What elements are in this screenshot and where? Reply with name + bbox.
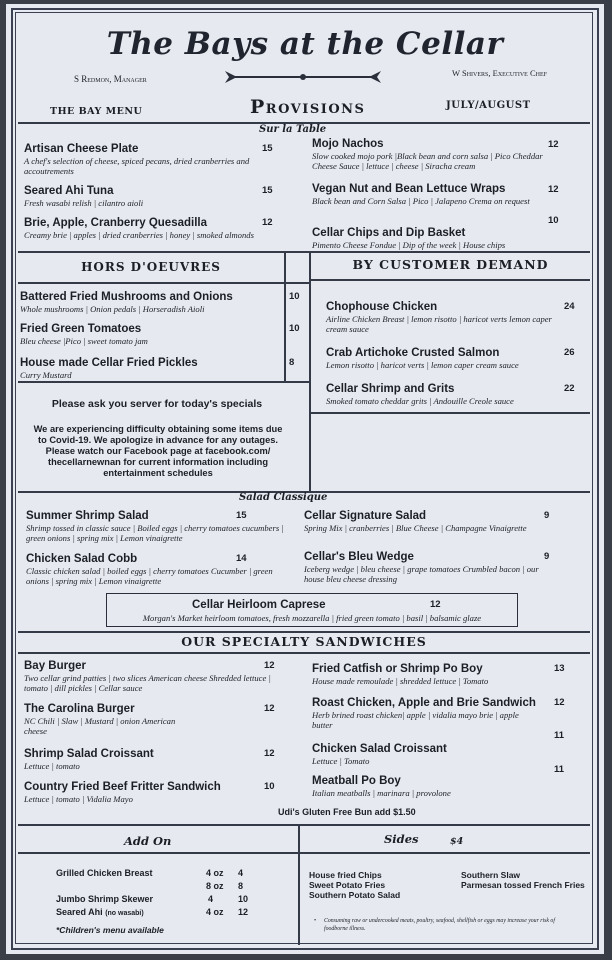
item-name: Shrimp Salad Croissant — [24, 748, 154, 760]
section-rule — [18, 652, 590, 654]
item-name: Vegan Nut and Bean Lettuce Wraps — [312, 183, 506, 195]
add-on-size: 8 oz — [206, 881, 224, 891]
item-price: 8 — [289, 357, 295, 368]
item-desc: Iceberg wedge | bleu cheese | grape tomatoes Crumbled bacon | our house bleu cheese dressing — [304, 564, 539, 584]
menu-item — [312, 742, 552, 766]
item-name: Cellar Chips and Dip Basket — [312, 227, 466, 239]
item-name: Crab Artichoke Crusted Salmon — [326, 347, 500, 359]
column-divider — [298, 824, 300, 945]
column-divider — [309, 251, 311, 491]
item-desc: Curry Mustard — [20, 370, 72, 380]
item-desc: Lettuce | tomato — [24, 761, 80, 771]
menu-item — [326, 300, 552, 334]
item-desc: Italian meatballs | marinara | provolone — [312, 788, 451, 798]
sides-heading: Sides — [384, 832, 419, 846]
menu-item — [312, 662, 562, 686]
ornament-divider-icon — [223, 70, 383, 89]
menu-item — [24, 702, 184, 736]
item-name: Artisan Cheese Plate — [24, 143, 139, 155]
price-column-rule — [284, 251, 286, 381]
menu-item — [24, 659, 294, 693]
restaurant-title: The Bays at the Cellar — [106, 26, 504, 62]
item-price: 12 — [262, 217, 273, 228]
item-name: Mojo Nachos — [312, 138, 384, 150]
side-item: Southern Slaw — [461, 870, 521, 880]
menu-item — [24, 747, 274, 771]
item-desc: Slow cooked mojo pork |Black bean and corn salsa | Pico Cheddar Cheese Sauce | lettuce | cheese | Siracha cream — [312, 151, 543, 171]
item-name: Chophouse Chicken — [326, 301, 438, 313]
add-on-name: Jumbo Shrimp Skewer — [56, 894, 154, 904]
menu-item — [24, 184, 282, 208]
item-price: 11 — [554, 764, 565, 775]
item-desc: Two cellar grind patties | two slices American cheese Shredded lettuce | tomato | dill pickles | Cellar sauce — [24, 673, 271, 693]
item-name: Fried Catfish or Shrimp Po Boy — [312, 663, 483, 675]
item-desc: Airline Chicken Breast | lemon risotto | haricot verts lemon caper cream sauce — [326, 314, 552, 334]
item-price: 9 — [544, 510, 550, 521]
item-name: Bay Burger — [24, 660, 86, 672]
item-price: 10 — [289, 323, 300, 334]
item-price: 12 — [548, 184, 559, 195]
item-name: Chicken Salad Cobb — [26, 553, 138, 565]
item-price: 12 — [264, 748, 275, 759]
add-on-name — [56, 907, 144, 917]
menu-item — [26, 509, 290, 543]
gluten-note: Udi's Gluten Free Bun add $1.50 — [278, 807, 416, 817]
menu-item — [312, 774, 552, 798]
add-on-price: 8 — [238, 881, 244, 891]
menu-item — [26, 552, 290, 586]
demand-heading: BY CUSTOMER DEMAND — [352, 257, 549, 272]
add-on-price: 4 — [238, 868, 244, 878]
add-on-name: Grilled Chicken Breast — [56, 868, 153, 878]
item-price: 12 — [264, 660, 275, 671]
side-item: House fried Chips — [309, 870, 382, 880]
item-desc: Lettuce | Tomato — [312, 756, 370, 766]
sides-price: $4 — [450, 836, 464, 847]
covid-notice: We are experiencing difficulty obtaining some items due to Covid-19. We apologize in advance for any outages. Please watch our Facebook page at facebook.com/ thecellarnewnan for current information including entertainment schedules — [33, 424, 283, 478]
item-name: Roast Chicken, Apple and Brie Sandwich — [312, 697, 536, 709]
menu-item — [326, 382, 558, 406]
item-desc: Fresh wasabi relish | cilantro aioli — [24, 198, 144, 208]
menu-item — [312, 137, 560, 171]
section-rule — [18, 381, 310, 383]
item-name: Fried Green Tomatoes — [20, 323, 142, 335]
item-name: House made Cellar Fried Pickles — [20, 357, 198, 369]
item-price: 26 — [564, 347, 575, 358]
item-desc: Classic chicken salad | boiled eggs | cherry tomatoes Cucumber | green onions | spring mix | Lemon vinaigrette — [26, 566, 273, 586]
add-on-item-note: (no wasabi) — [105, 910, 144, 917]
menu-item — [20, 322, 284, 346]
section-rule — [18, 282, 310, 284]
item-desc: House made remoulade | shredded lettuce | Tomato — [312, 676, 489, 686]
item-price: 15 — [262, 143, 273, 154]
hors-heading: HORS D'OEUVRES — [81, 260, 221, 274]
sandwiches-heading: OUR SPECIALTY SANDWICHES — [181, 634, 427, 649]
item-desc: Bleu cheese |Pico | sweet tomato jam — [20, 336, 148, 346]
menu-item — [312, 696, 536, 730]
item-price: 12 — [548, 139, 559, 150]
section-rule — [310, 279, 590, 281]
item-desc: Pimento Cheese Fondue | Dip of the week | House chips — [312, 240, 506, 250]
add-on-item-name: Seared Ahi — [56, 907, 103, 917]
item-desc: Morgan's Market heirloom tomatoes, fresh mozzarella | fried green tomato | basil | balsamic glaze — [142, 613, 482, 623]
childrens-menu-note: *Children's menu available — [56, 925, 164, 935]
side-item: Sweet Potato Fries — [309, 880, 386, 890]
item-price: 15 — [236, 510, 247, 521]
item-price: 10 — [264, 781, 275, 792]
add-on-price: 10 — [238, 894, 249, 904]
provisions-heading: Provisions — [250, 96, 366, 118]
item-desc: NC Chili | Slaw | Mustard | onion American cheese — [24, 716, 176, 736]
menu-item — [20, 290, 284, 314]
item-price: 14 — [236, 553, 247, 564]
menu-item — [24, 142, 282, 176]
item-name: The Carolina Burger — [24, 703, 135, 715]
section-rule — [310, 412, 590, 414]
add-on-size: 4 oz — [206, 907, 224, 917]
item-desc: Lemon risotto | haricot verts | lemon caper cream sauce — [326, 360, 519, 370]
section-rule — [18, 852, 590, 854]
bullet-icon: • — [314, 918, 317, 924]
menu-sheet — [6, 4, 604, 954]
item-desc: Shrimp tossed in classic sauce | Boiled eggs | cherry tomatoes cucumbers | green onions | spring mix | Lemon vinaigrette — [26, 523, 284, 543]
add-on-size: 4 oz — [206, 868, 224, 878]
menu-item — [24, 780, 274, 804]
item-desc: Smoked tomato cheddar grits | Andouille Creole sauce — [326, 396, 514, 406]
add-on-price: 12 — [238, 907, 249, 917]
item-desc: Lettuce | tomato | Vidalia Mayo — [24, 794, 133, 804]
item-name: Chicken Salad Croissant — [312, 743, 447, 755]
item-price: 10 — [548, 215, 559, 226]
item-price: 12 — [430, 599, 441, 610]
foodborne-warning: Consuming raw or undercooked meats, poultry, seafood, shellfish or eggs may increase your risk of foodborne illness. — [324, 918, 555, 932]
item-price: 12 — [264, 703, 275, 714]
item-name: Cellar Signature Salad — [304, 510, 427, 522]
salad-heading: Salad Classique — [239, 492, 328, 503]
item-desc: Spring Mix | cranberries | Blue Cheese | Champagne Vinaigrette — [304, 523, 527, 533]
season-label: JULY/AUGUST — [446, 100, 531, 111]
menu-item — [24, 216, 324, 240]
add-on-heading: Add On — [124, 834, 172, 848]
item-name: Summer Shrimp Salad — [26, 510, 149, 522]
item-name: Country Fried Beef Fritter Sandwich — [24, 781, 221, 793]
section-rule — [18, 251, 590, 253]
item-name: Cellar's Bleu Wedge — [304, 551, 414, 563]
item-price: 10 — [289, 291, 300, 302]
item-desc: Black bean and Corn Salsa | Pico | Jalapeno Crema on request — [312, 196, 530, 206]
menu-item — [312, 226, 562, 250]
item-price: 12 — [554, 697, 565, 708]
menu-item — [312, 182, 552, 206]
item-name: Cellar Heirloom Caprese — [192, 599, 326, 611]
manager-name: S Redmon, Manager — [74, 74, 147, 84]
side-item: Southern Potato Salad — [309, 890, 401, 900]
item-price: 24 — [564, 301, 575, 312]
item-name: Seared Ahi Tuna — [24, 185, 114, 197]
item-price: 22 — [564, 383, 575, 394]
item-desc: Creamy brie | apples | dried cranberries | honey | smoked almonds — [24, 230, 254, 240]
item-price: 13 — [554, 663, 565, 674]
item-price: 9 — [544, 551, 550, 562]
item-name: Battered Fried Mushrooms and Onions — [20, 291, 233, 303]
add-on-size: 4 — [208, 894, 214, 904]
chef-name: W Shivers, Executive Chef — [452, 68, 547, 78]
sur-la-table-heading: Sur la Table — [259, 124, 327, 135]
menu-item — [304, 550, 544, 584]
item-name: Meatball Po Boy — [312, 775, 401, 787]
item-price: 11 — [554, 730, 565, 741]
specials-notice: Please ask you server for today's specials — [51, 398, 263, 410]
item-name: Brie, Apple, Cranberry Quesadilla — [24, 217, 207, 229]
item-price: 15 — [262, 185, 273, 196]
section-rule — [18, 631, 590, 633]
item-desc: Herb brined roast chicken| apple | vidalia mayo brie | apple butter — [312, 710, 519, 730]
menu-item — [326, 346, 558, 370]
menu-item — [304, 509, 580, 533]
side-item: Parmesan tossed French Fries — [461, 880, 585, 890]
item-desc: Whole mushrooms | Onion pedals | Horseradish Aioli — [20, 304, 205, 314]
menu-label: THE BAY MENU — [50, 106, 143, 117]
item-desc: A chef's selection of cheese, spiced pecans, dried cranberries and accoutrements — [24, 156, 250, 176]
section-rule — [18, 824, 590, 826]
menu-item — [20, 356, 284, 380]
item-name: Cellar Shrimp and Grits — [326, 383, 455, 395]
